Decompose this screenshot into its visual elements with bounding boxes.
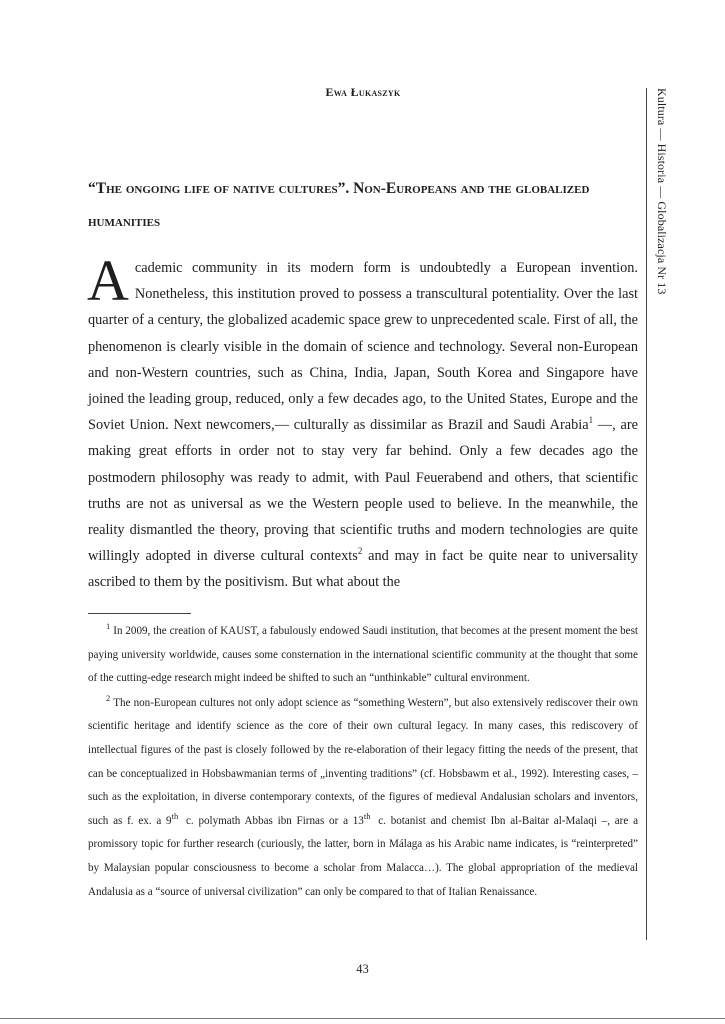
- footnotes: [88, 620, 638, 905]
- footnote-ref-1[interactable]: 1: [588, 415, 594, 426]
- footnote-2: [88, 692, 638, 904]
- page-number: 43: [356, 962, 369, 976]
- body-text-part: cademic community in its modern form is undoubtedly a European invention. Nonetheless, this institution proved to possess a transcultural potentiality. Over the last quarter of a century, the globalized academic space grew to unprecedented scale. First of all, the phenomenon is clearly visible in the domain of science and technology. Several non-European and non-Western countries, such as China, India, Japan, South Korea and Singapore have joined the leading group, reduced, only a few decades ago, to the United States, Europe and the Soviet Union. Next newcomers,— culturally as dissimilar as Brazil and Saudi Arabia: [88, 260, 638, 434]
- page-bottom-edge: [0, 1018, 725, 1019]
- footnote-separator: [88, 613, 191, 614]
- body-paragraph: [87, 248, 638, 596]
- running-head: Kultura — Historia — Globalizacja Nr 13: [655, 88, 669, 295]
- body-text-part: —, are making great efforts in order not to stay very far behind. Only a few decades ago the postmodern philosophy was ready to admit, with Paul Feuerabend and others, that scientific truths are not as universal as we the Western people used to believe. In the meanwhile, the reality dismantled the theory, proving that scientific truths and modern technologies are quite willingly adopted in diverse cultural contexts: [88, 417, 638, 565]
- margin-rule: [646, 88, 647, 940]
- drop-cap: A: [87, 248, 129, 313]
- footnote-number: 1: [106, 621, 111, 632]
- body-text-part: and may in fact be quite near to universality ascribed to them by the positivism. But what about the: [88, 548, 638, 591]
- footnote-number: 2: [106, 693, 111, 704]
- ordinal-suffix: th: [363, 811, 371, 822]
- author-name: Ewa Łukaszyk: [325, 85, 401, 99]
- footnote-text: c. botanist and chemist Ibn al-Baitar al-Malaqi –, are a promissory topic for further research (curiously, the latter, born in Málaga as his Arabic name indicates, is “reinterpreted” by Malaysian popular consciousness to become a scholar from Malacca…). The global appropriation of the medieval Andalusia as a “source of universal civilization” can only be compared to that of Italian Renaissance.: [88, 814, 638, 898]
- footnote-text: c. polymath Abbas ibn Firnas or a 13: [181, 814, 364, 827]
- footnote-text: In 2009, the creation of KAUST, a fabulously endowed Saudi institution, that becomes at the present moment the best paying university worldwide, causes some consternation in the international scientific community at the thought that some of the cutting-edge research might indeed be shifted to such an “unthinkable” cultural environment.: [88, 625, 638, 685]
- footnote-ref-2[interactable]: 2: [357, 546, 363, 557]
- article-title: “The ongoing life of native cultures”. Non-Europeans and the globalized humanities: [88, 180, 590, 230]
- footnote-1: [88, 620, 638, 691]
- footnote-text: The non-European cultures not only adopt science as “something Western”, but also extensively rediscover their own scientific heritage and identify science as the core of their own cultural legacy. In many cases, this rediscovery of intellectual figures of the past is closely followed by the re-elaboration of their legacy fitting the needs of the present, that can be conceptualized in Hobsbawmanian terms of „inventing traditions” (cf. Hobsbawm et al., 1992). Interesting cases, – such as the exploitation, in diverse contemporary contexts, of the figures of medieval Andalusian scholars and inventors, such as f. ex. a 9: [88, 696, 638, 827]
- ordinal-suffix: th: [171, 811, 179, 822]
